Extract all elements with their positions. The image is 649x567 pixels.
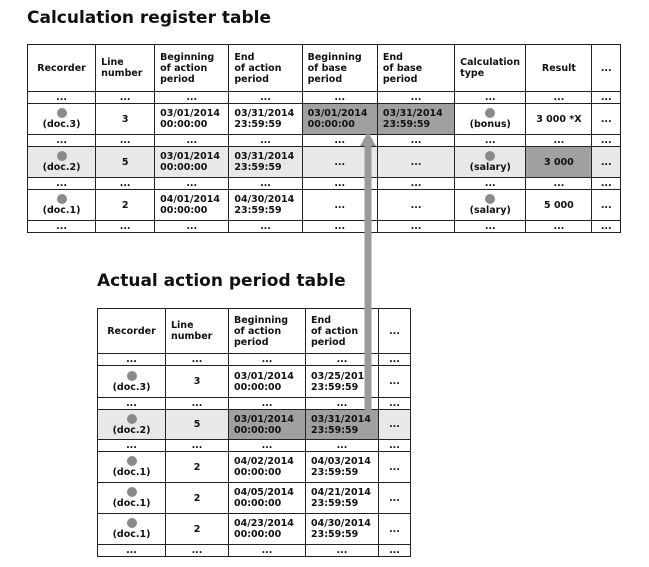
cell-more: ... [379,483,411,514]
cell-action-end: ... [306,440,379,452]
cell-action-begin: ... [229,545,306,557]
cell-action-begin: ... [155,135,229,147]
cell-result: ... [526,92,592,104]
cell-more: ... [592,178,621,190]
cell-action-end: ... [306,398,379,410]
calc-type-label: (salary) [469,205,511,216]
cell-more: ... [592,147,621,178]
cell-recorder: ... [28,178,96,190]
recorder-label: (doc.1) [112,467,151,478]
cell-line-number: 2 [166,483,229,514]
cell-action-begin: 03/01/2014 00:00:00 [155,104,229,135]
cell-action-end: ... [229,178,302,190]
calc-type-label: (salary) [469,162,511,173]
column-header: Result [526,45,592,92]
cell-line-number: ... [96,135,155,147]
cell-action-begin: 03/01/2014 00:00:00 [155,147,229,178]
cell-line-number: ... [96,92,155,104]
cell-line-number: 2 [166,514,229,545]
cell-line-number: 5 [96,147,155,178]
recorder-label: (doc.2) [112,424,151,436]
cell-calc-type: ... [455,221,526,233]
cell-action-end: 03/31/2014 23:59:59 [306,410,379,440]
actual-action-period-title: Actual action period table [97,271,346,291]
cell-action-begin: ... [229,440,306,452]
recorder-label: (doc.3) [42,119,81,130]
cell-base-end: ... [377,178,454,190]
cell-action-end: ... [306,545,379,557]
cell-result: 3 000 *X [526,104,592,135]
cell-line-number: 5 [166,410,229,440]
cell-base-end: ... [377,190,454,221]
cell-line-number: ... [96,221,155,233]
cell-base-end: ... [377,147,454,178]
cell-action-end: ... [229,221,302,233]
cell-action-end: ... [306,354,379,366]
cell-action-end: 03/31/2014 23:59:59 [229,104,302,135]
cell-base-begin: ... [302,221,377,233]
cell-more: ... [379,545,411,557]
cell-more: ... [592,104,621,135]
cell-action-begin: 04/23/2014 00:00:00 [229,514,306,545]
calculation-register-title: Calculation register table [27,8,272,28]
cell-action-begin: 04/02/2014 00:00:00 [229,452,306,483]
column-header: Beginning of base period [302,45,377,92]
calc-type-label: (bonus) [469,119,511,130]
cell-recorder: ... [28,135,96,147]
cell-calc-type: ... [455,178,526,190]
cell-result: ... [526,135,592,147]
column-header: Line number [96,45,155,92]
column-header: Beginning of action period [155,45,229,92]
arrow-head-icon [360,132,376,146]
cell-base-begin: ... [302,92,377,104]
column-header: Line number [166,309,229,354]
cell-line-number: 2 [96,190,155,221]
cell-line-number: 2 [166,452,229,483]
cell-calc-type: ... [455,92,526,104]
cell-base-begin: ... [302,135,377,147]
cell-line-number: ... [166,354,229,366]
column-header: Recorder [98,309,166,354]
cell-more: ... [379,354,411,366]
cell-more: ... [379,514,411,545]
cell-line-number: ... [166,398,229,410]
cell-action-begin: 03/01/2014 00:00:00 [229,366,306,398]
cell-line-number: ... [166,440,229,452]
cell-result: ... [526,178,592,190]
cell-action-begin: ... [229,398,306,410]
recorder-label: (doc.2) [42,162,81,173]
cell-recorder: ... [98,354,166,366]
recorder-label: (doc.3) [112,381,151,393]
cell-more: ... [592,190,621,221]
cell-result: 5 000 [526,190,592,221]
cell-action-end: 04/30/2014 23:59:59 [306,514,379,545]
cell-base-end: 03/31/2014 23:59:59 [377,104,454,135]
cell-action-begin: 04/05/2014 00:00:00 [229,483,306,514]
cell-line-number: ... [166,545,229,557]
recorder-label: (doc.1) [112,529,151,540]
cell-recorder: ... [28,221,96,233]
column-header: ... [592,45,621,92]
cell-action-begin: ... [155,221,229,233]
cell-action-end: 03/31/2014 23:59:59 [229,147,302,178]
cell-action-begin: ... [155,178,229,190]
column-header: Calculation type [455,45,526,92]
cell-more: ... [379,452,411,483]
cell-action-end: 04/30/2014 23:59:59 [229,190,302,221]
cell-more: ... [379,410,411,440]
cell-action-end: 04/03/2014 23:59:59 [306,452,379,483]
recorder-label: (doc.1) [112,498,151,509]
cell-more: ... [592,221,621,233]
cell-calc-type: ... [455,135,526,147]
cell-base-end: ... [377,221,454,233]
column-header: ... [379,309,411,354]
cell-line-number: ... [96,178,155,190]
cell-result: ... [526,221,592,233]
column-header: Recorder [28,45,96,92]
cell-recorder: ... [98,398,166,410]
cell-recorder: ... [28,92,96,104]
cell-action-begin: ... [155,92,229,104]
cell-action-begin: 03/01/2014 00:00:00 [229,410,306,440]
cell-action-end: ... [229,92,302,104]
cell-more: ... [592,92,621,104]
cell-more: ... [592,135,621,147]
cell-base-begin: ... [302,178,377,190]
cell-line-number: 3 [96,104,155,135]
cell-base-begin: 03/01/2014 00:00:00 [302,104,377,135]
cell-recorder: ... [98,440,166,452]
cell-action-end: 04/21/2014 23:59:59 [306,483,379,514]
cell-result: 3 000 [526,147,592,178]
recorder-label: (doc.1) [42,205,81,216]
cell-more: ... [379,440,411,452]
cell-action-begin: 04/01/2014 00:00:00 [155,190,229,221]
cell-base-end: ... [377,92,454,104]
cell-more: ... [379,366,411,398]
cell-base-begin: ... [302,190,377,221]
cell-line-number: 3 [166,366,229,398]
cell-action-begin: ... [229,354,306,366]
cell-base-end: ... [377,135,454,147]
column-header: Beginning of action period [229,309,306,354]
cell-action-end: 03/25/2014 23:59:59 [306,366,379,398]
column-header: End of action period [229,45,302,92]
column-header: End of action period [306,309,379,354]
cell-action-end: ... [229,135,302,147]
cell-recorder: ... [98,545,166,557]
column-header: End of base period [377,45,454,92]
cell-more: ... [379,398,411,410]
cell-base-begin: ... [302,147,377,178]
